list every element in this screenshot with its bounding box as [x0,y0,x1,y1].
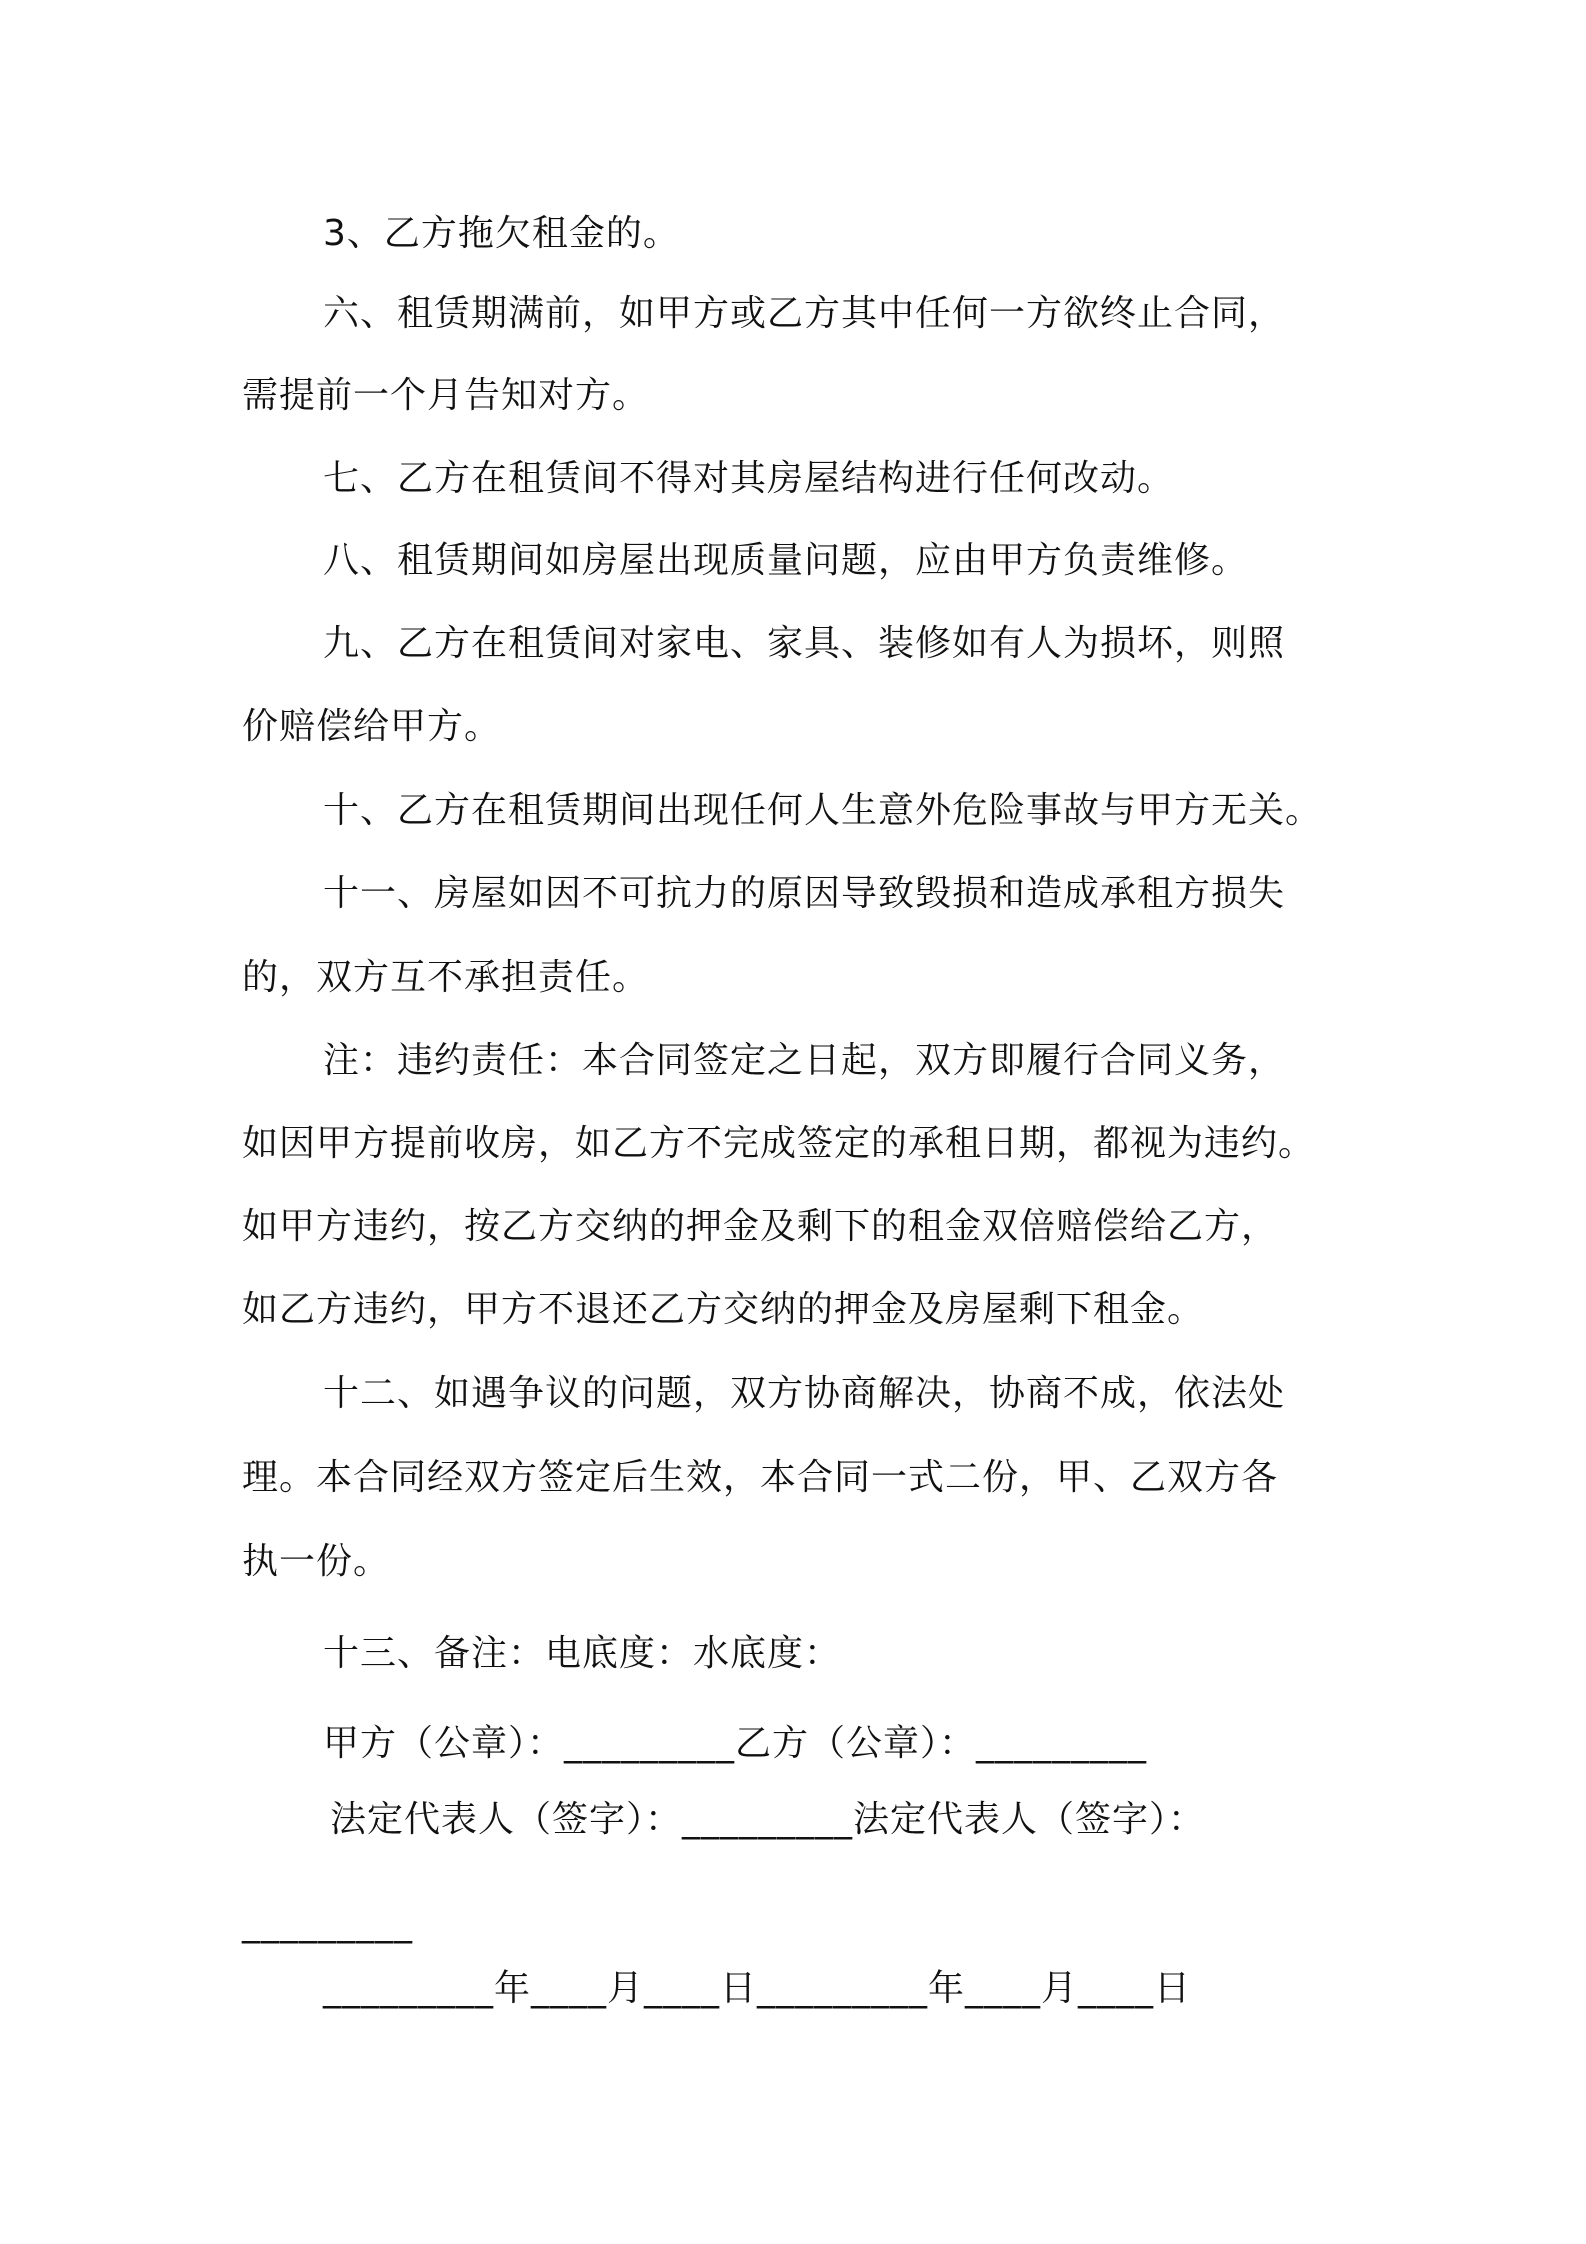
clause-11-force-majeure-line-1: 十一、房屋如因不可抗力的原因导致毁损和造成承租方损失 [323,873,1286,914]
note-breach-line-4: 如乙方违约，甲方不退还乙方交纳的押金及房屋剩下租金。 [242,1289,1205,1330]
clause-12-dispute-line-3: 执一份。 [242,1541,391,1582]
note-breach-line-3: 如甲方违约，按乙方交纳的押金及剩下的租金双倍赔偿给乙方， [242,1206,1279,1247]
clause-11-force-majeure-line-2: 的，双方互不承担责任。 [242,957,650,998]
clause-9-damage-line-2: 价赔偿给甲方。 [242,706,502,747]
date-line: _________年____月____日_________年____月____日 [323,1968,1191,2009]
clause-9-damage-line-1: 九、乙方在租赁间对家电、家具、装修如有人为损坏，则照 [323,623,1286,664]
clause-6-termination-line-2: 需提前一个月告知对方。 [242,375,650,416]
clause-8-maintenance: 八、租赁期间如房屋出现质量问题，应由甲方负责维修。 [323,540,1249,581]
signature-representative-line: 法定代表人（签字）：_________法定代表人（签字）： [330,1799,1206,1840]
clause-6-termination-line-1: 六、租赁期满前，如甲方或乙方其中任何一方欲终止合同， [323,293,1286,334]
clause-7-no-modification: 七、乙方在租赁间不得对其房屋结构进行任何改动。 [323,458,1175,499]
clause-12-dispute-line-1: 十二、如遇争议的问题，双方协商解决，协商不成，依法处 [323,1373,1286,1414]
signature-blank-line: _________ [242,1903,413,1944]
clause-12-dispute-line-2: 理。本合同经双方签定后生效，本合同一式二份，甲、乙双方各 [242,1457,1279,1498]
note-breach-line-1: 注：违约责任：本合同签定之日起，双方即履行合同义务， [323,1040,1286,1081]
clause-10-accident: 十、乙方在租赁期间出现任何人生意外危险事故与甲方无关。 [323,790,1323,831]
clause-13-remarks: 十三、备注：电底度：水底度： [323,1633,842,1674]
clause-3-breach-rent: 3、乙方拖欠租金的。 [323,213,680,254]
note-breach-line-2: 如因甲方提前收房，如乙方不完成签定的承租日期，都视为违约。 [242,1123,1316,1164]
signature-seal-line: 甲方（公章）：_________乙方（公章）：_________ [323,1723,1148,1764]
